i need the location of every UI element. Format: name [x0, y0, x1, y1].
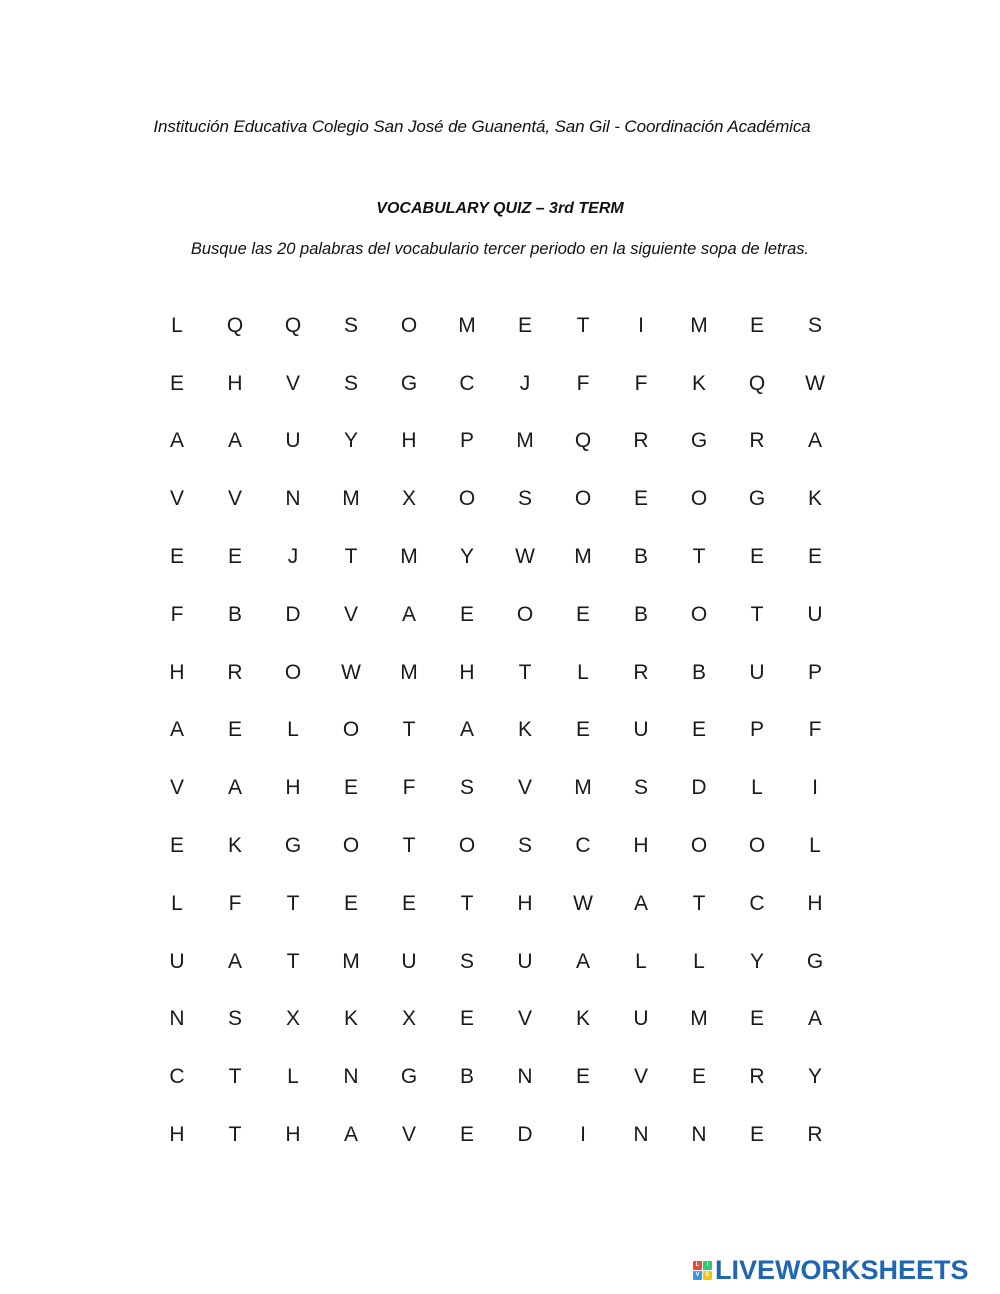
grid-cell[interactable]: M: [458, 313, 476, 337]
grid-cell[interactable]: T: [228, 1065, 242, 1089]
grid-cell[interactable]: P: [807, 660, 822, 684]
grid-cell[interactable]: V: [169, 487, 184, 511]
grid-cell[interactable]: M: [400, 660, 418, 684]
grid-cell[interactable]: V: [285, 371, 300, 395]
grid-cell[interactable]: J: [519, 371, 531, 395]
grid-cell[interactable]: O: [516, 602, 534, 626]
grid-cell[interactable]: U: [169, 949, 185, 973]
grid-cell[interactable]: V: [169, 776, 184, 800]
grid-cell[interactable]: X: [401, 487, 416, 511]
grid-cell[interactable]: M: [400, 545, 418, 569]
grid-cell[interactable]: K: [807, 487, 822, 511]
grid-cell[interactable]: U: [633, 1007, 649, 1031]
grid-cell[interactable]: M: [690, 313, 708, 337]
grid-cell[interactable]: A: [459, 718, 474, 742]
grid-cell[interactable]: L: [809, 834, 821, 858]
logo-mark-tile: I: [703, 1261, 712, 1270]
grid-cell[interactable]: E: [575, 718, 590, 742]
grid-cell[interactable]: K: [575, 1007, 590, 1031]
grid-cell[interactable]: E: [575, 602, 590, 626]
grid-cell[interactable]: J: [287, 545, 299, 569]
grid-cell[interactable]: K: [227, 834, 242, 858]
grid-cell[interactable]: E: [691, 718, 706, 742]
grid-cell[interactable]: A: [401, 602, 416, 626]
grid-cell[interactable]: B: [633, 602, 648, 626]
grid-cell[interactable]: E: [749, 1123, 764, 1147]
grid-cell[interactable]: N: [285, 487, 301, 511]
grid-cell[interactable]: S: [807, 313, 822, 337]
grid-cell[interactable]: E: [169, 371, 184, 395]
grid-cell[interactable]: A: [227, 949, 242, 973]
grid-cell[interactable]: T: [692, 545, 706, 569]
grid-cell[interactable]: M: [516, 429, 534, 453]
grid-cell[interactable]: B: [227, 602, 242, 626]
grid-cell[interactable]: G: [400, 1065, 418, 1089]
grid-cell[interactable]: A: [575, 949, 590, 973]
liveworksheets-logo: [693, 1256, 969, 1284]
grid-cell[interactable]: D: [517, 1123, 533, 1147]
grid-cell[interactable]: A: [343, 1123, 358, 1147]
grid-cell[interactable]: I: [812, 776, 818, 800]
grid-cell[interactable]: H: [401, 429, 417, 453]
grid-cell[interactable]: S: [459, 776, 474, 800]
grid-cell[interactable]: E: [691, 1065, 706, 1089]
grid-cell[interactable]: Y: [749, 949, 764, 973]
grid-cell[interactable]: L: [287, 718, 299, 742]
grid-cell[interactable]: U: [633, 718, 649, 742]
grid-cell[interactable]: U: [517, 949, 533, 973]
grid-cell[interactable]: D: [285, 602, 301, 626]
grid-cell[interactable]: E: [749, 313, 764, 337]
grid-cell[interactable]: A: [227, 776, 242, 800]
grid-cell[interactable]: T: [402, 834, 416, 858]
grid-cell[interactable]: K: [517, 718, 532, 742]
institution-name: Institución Educativa Colegio San José de Guanentá, San Gil - Coordinación Académica: [153, 117, 811, 136]
grid-cell[interactable]: A: [807, 429, 822, 453]
grid-cell[interactable]: T: [228, 1123, 242, 1147]
grid-cell[interactable]: G: [806, 949, 824, 973]
grid-cell[interactable]: G: [400, 371, 418, 395]
grid-cell[interactable]: E: [227, 718, 242, 742]
grid-cell[interactable]: E: [227, 545, 242, 569]
grid-cell[interactable]: B: [459, 1065, 474, 1089]
grid-cell[interactable]: N: [343, 1065, 359, 1089]
grid-cell[interactable]: G: [748, 487, 766, 511]
grid-cell[interactable]: E: [459, 602, 474, 626]
grid-cell[interactable]: W: [573, 891, 593, 915]
grid-cell[interactable]: O: [342, 718, 360, 742]
grid-cell[interactable]: I: [638, 313, 644, 337]
grid-cell[interactable]: G: [690, 429, 708, 453]
grid-cell[interactable]: T: [286, 891, 300, 915]
grid-cell[interactable]: E: [807, 545, 822, 569]
grid-cell[interactable]: E: [575, 1065, 590, 1089]
grid-cell[interactable]: K: [691, 371, 706, 395]
grid-cell[interactable]: E: [517, 313, 532, 337]
grid-cell[interactable]: V: [517, 1007, 532, 1031]
grid-cell[interactable]: O: [458, 487, 476, 511]
grid-cell[interactable]: X: [285, 1007, 300, 1031]
grid-cell[interactable]: T: [576, 313, 590, 337]
word-search-grid: [148, 297, 844, 1164]
grid-cell[interactable]: E: [169, 834, 184, 858]
grid-cell[interactable]: N: [169, 1007, 185, 1031]
grid-cell[interactable]: A: [169, 429, 184, 453]
grid-cell[interactable]: M: [342, 949, 360, 973]
grid-cell[interactable]: V: [343, 602, 358, 626]
grid-cell[interactable]: F: [576, 371, 590, 395]
logo-mark-tile: V: [693, 1271, 702, 1280]
grid-cell[interactable]: O: [284, 660, 302, 684]
grid-cell[interactable]: E: [343, 776, 358, 800]
grid-cell[interactable]: U: [807, 602, 823, 626]
grid-cell[interactable]: V: [227, 487, 242, 511]
grid-cell[interactable]: S: [517, 487, 532, 511]
grid-cell[interactable]: R: [749, 429, 765, 453]
grid-cell[interactable]: N: [691, 1123, 707, 1147]
grid-cell[interactable]: T: [460, 891, 474, 915]
grid-cell[interactable]: M: [574, 545, 592, 569]
grid-cell[interactable]: W: [515, 545, 535, 569]
grid-cell[interactable]: V: [517, 776, 532, 800]
grid-cell[interactable]: Q: [284, 313, 302, 337]
grid-cell[interactable]: A: [633, 891, 648, 915]
grid-cell[interactable]: T: [750, 602, 764, 626]
grid-cell[interactable]: O: [400, 313, 418, 337]
grid-cell[interactable]: F: [634, 371, 648, 395]
grid-cell[interactable]: A: [169, 718, 184, 742]
logo-mark-tile: L: [693, 1261, 702, 1270]
grid-cell[interactable]: S: [633, 776, 648, 800]
grid-cell[interactable]: R: [633, 660, 649, 684]
grid-cell[interactable]: S: [517, 834, 532, 858]
grid-cell[interactable]: A: [227, 429, 242, 453]
grid-cell[interactable]: R: [749, 1065, 765, 1089]
grid-cell[interactable]: O: [690, 602, 708, 626]
grid-cell[interactable]: T: [692, 891, 706, 915]
grid-cell[interactable]: U: [749, 660, 765, 684]
grid-cell[interactable]: H: [169, 660, 185, 684]
grid-cell[interactable]: E: [749, 545, 764, 569]
grid-cell[interactable]: H: [285, 776, 301, 800]
grid-cell[interactable]: Q: [226, 313, 244, 337]
quiz-title: VOCABULARY QUIZ – 3rd TERM: [376, 200, 624, 217]
grid-cell[interactable]: L: [287, 1065, 299, 1089]
grid-cell[interactable]: E: [459, 1123, 474, 1147]
grid-cell[interactable]: T: [518, 660, 532, 684]
grid-cell[interactable]: V: [401, 1123, 416, 1147]
grid-cell[interactable]: S: [459, 949, 474, 973]
grid-cell[interactable]: C: [575, 834, 591, 858]
grid-cell[interactable]: T: [402, 718, 416, 742]
grid-cell[interactable]: E: [343, 891, 358, 915]
grid-cell[interactable]: F: [402, 776, 416, 800]
grid-cell[interactable]: R: [807, 1123, 823, 1147]
grid-cell[interactable]: F: [170, 602, 184, 626]
grid-cell[interactable]: O: [690, 834, 708, 858]
grid-cell[interactable]: R: [227, 660, 243, 684]
grid-cell[interactable]: L: [171, 891, 183, 915]
grid-cell[interactable]: P: [459, 429, 474, 453]
grid-cell[interactable]: C: [169, 1065, 185, 1089]
grid-cell[interactable]: P: [749, 718, 764, 742]
grid-cell[interactable]: O: [748, 834, 766, 858]
grid-cell[interactable]: Y: [807, 1065, 822, 1089]
instructions: Busque las 20 palabras del vocabulario tercer periodo en la siguiente sopa de letras.: [190, 240, 810, 258]
grid-cell[interactable]: Q: [748, 371, 766, 395]
grid-cell[interactable]: N: [517, 1065, 533, 1089]
grid-cell[interactable]: T: [344, 545, 358, 569]
grid-cell[interactable]: E: [749, 1007, 764, 1031]
grid-cell[interactable]: E: [459, 1007, 474, 1031]
grid-cell[interactable]: H: [807, 891, 823, 915]
logo-text: LIVEWORKSHEETS: [715, 1255, 969, 1285]
grid-cell[interactable]: T: [286, 949, 300, 973]
grid-cell[interactable]: H: [227, 371, 243, 395]
grid-cell[interactable]: B: [691, 660, 706, 684]
grid-cell[interactable]: U: [285, 429, 301, 453]
grid-cell[interactable]: O: [574, 487, 592, 511]
grid-cell[interactable]: N: [633, 1123, 649, 1147]
grid-cell[interactable]: O: [342, 834, 360, 858]
grid-cell[interactable]: H: [285, 1123, 301, 1147]
grid-cell[interactable]: S: [343, 371, 358, 395]
grid-cell[interactable]: H: [459, 660, 475, 684]
grid-cell[interactable]: R: [633, 429, 649, 453]
grid-cell[interactable]: Y: [343, 429, 358, 453]
grid-cell[interactable]: S: [343, 313, 358, 337]
grid-cell[interactable]: H: [517, 891, 533, 915]
grid-cell[interactable]: L: [171, 313, 183, 337]
grid-cell[interactable]: W: [805, 371, 825, 395]
liveworksheets-logo-icon: [693, 1261, 712, 1280]
grid-cell[interactable]: F: [808, 718, 822, 742]
grid-cell[interactable]: L: [635, 949, 647, 973]
grid-cell[interactable]: M: [342, 487, 360, 511]
grid-cell[interactable]: H: [169, 1123, 185, 1147]
grid-cell[interactable]: D: [691, 776, 707, 800]
grid-cell[interactable]: Y: [459, 545, 474, 569]
logo-mark-tile: E: [703, 1271, 712, 1280]
grid-cell[interactable]: A: [807, 1007, 822, 1031]
grid-cell[interactable]: E: [633, 487, 648, 511]
grid-cell[interactable]: C: [459, 371, 475, 395]
grid-cell[interactable]: M: [690, 1007, 708, 1031]
grid-cell[interactable]: B: [633, 545, 648, 569]
grid-cell[interactable]: F: [228, 891, 242, 915]
grid-cell[interactable]: O: [690, 487, 708, 511]
grid-cell[interactable]: L: [577, 660, 589, 684]
grid-cell[interactable]: O: [458, 834, 476, 858]
grid-cell[interactable]: U: [401, 949, 417, 973]
grid-cell[interactable]: L: [693, 949, 705, 973]
grid-cell[interactable]: Q: [574, 429, 592, 453]
grid-cell[interactable]: H: [633, 834, 649, 858]
grid-cell[interactable]: M: [574, 776, 592, 800]
grid-cell[interactable]: E: [401, 891, 416, 915]
grid-cell[interactable]: X: [401, 1007, 416, 1031]
grid-cell[interactable]: S: [227, 1007, 242, 1031]
grid-cell[interactable]: G: [284, 834, 302, 858]
grid-cell[interactable]: I: [580, 1123, 586, 1147]
grid-cell[interactable]: E: [169, 545, 184, 569]
grid-cell[interactable]: V: [633, 1065, 648, 1089]
grid-cell[interactable]: K: [343, 1007, 358, 1031]
grid-cell[interactable]: C: [749, 891, 765, 915]
grid-cell[interactable]: W: [341, 660, 361, 684]
grid-cell[interactable]: L: [751, 776, 763, 800]
